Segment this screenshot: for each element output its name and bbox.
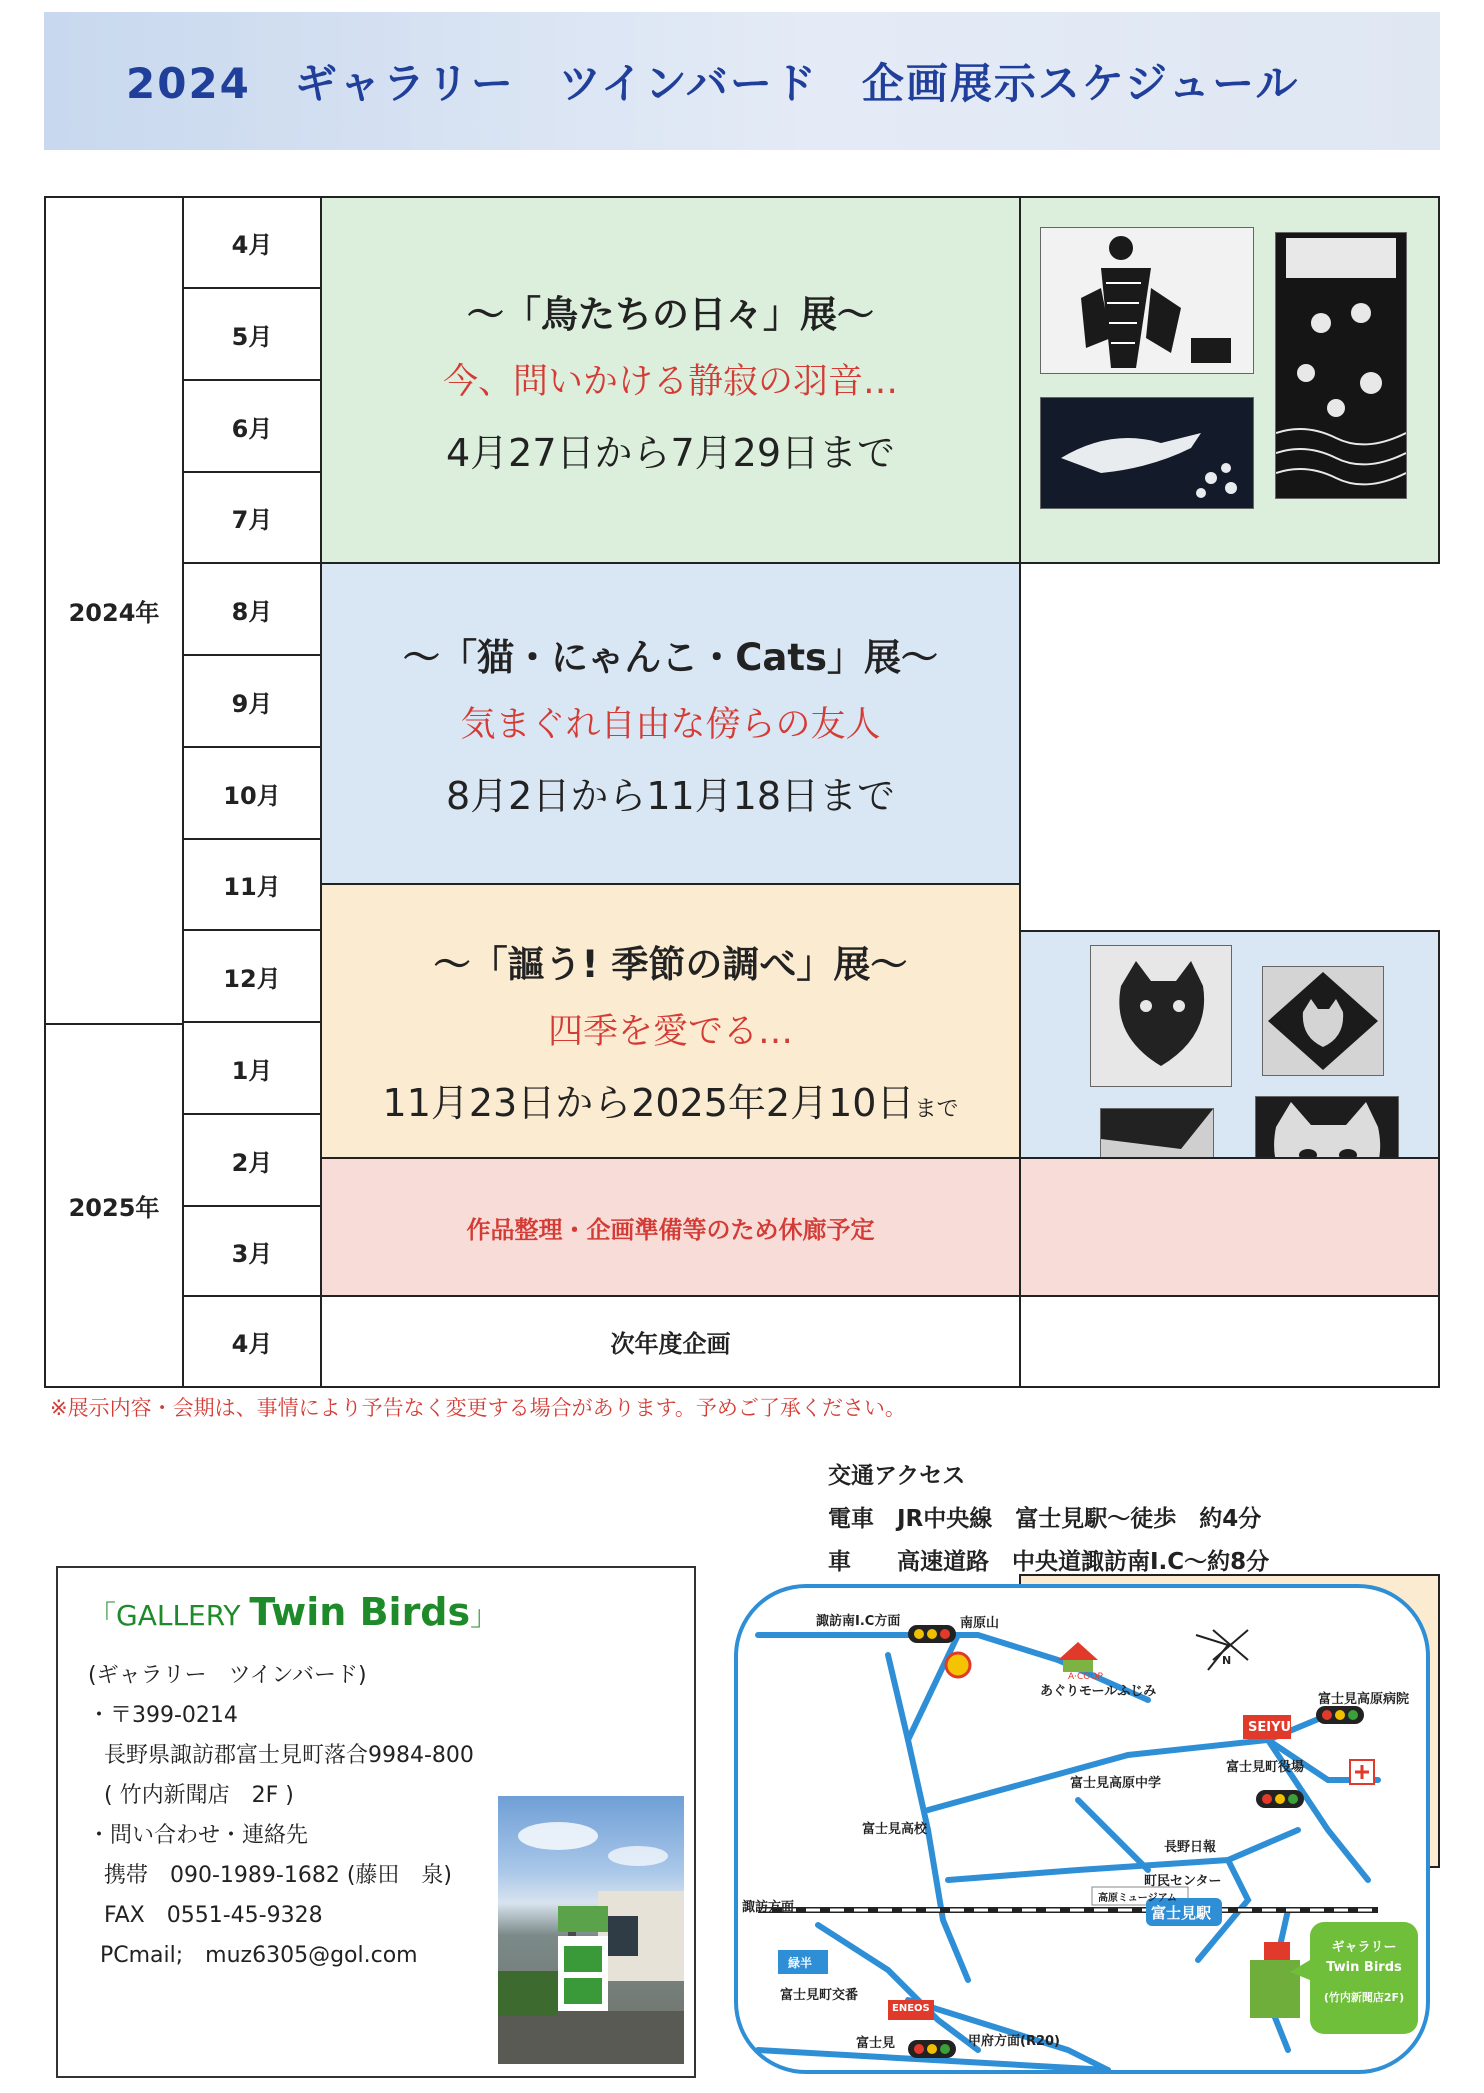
exhibition-subtitle: 四季を愛でる… [547, 1011, 793, 1052]
shell-station-icon [946, 1653, 970, 1677]
map-label-eneos: ENEOS [892, 2003, 930, 2014]
month-cell: 4月 [182, 196, 322, 289]
month-cell: 9月 [182, 654, 322, 748]
schedule-table [44, 196, 1440, 1388]
exhibition-birds [320, 196, 1021, 564]
exhibition-title: ～「猫・にゃんこ・Cats」展～ [402, 636, 939, 679]
year-cell-2025: 2025年 [44, 1023, 184, 1388]
access-train: 電車 JR中央線 富士見駅～徒歩 約4分 [828, 1506, 1262, 1532]
exhibition-dates: 4月27日から7月29日まで [445, 430, 896, 475]
map-label-koban: 富士見町交番 [780, 1988, 859, 2003]
next-year-artwork-cell [1019, 1295, 1440, 1388]
map-label-museum: 高原ミュージアム [1098, 1893, 1177, 1904]
building: ( 竹内新聞店 2F ) [104, 1783, 294, 1808]
map-label-ryokuhan: 緑半 [788, 1956, 813, 1970]
bird-woodcut-1 [1041, 228, 1253, 373]
traffic-light-icon [1256, 1790, 1304, 1808]
map-label-civic-center: 町民センター [1144, 1874, 1222, 1889]
map-label-suwa-ic: 諏訪南I.C方面 [816, 1614, 901, 1629]
access-map [728, 1580, 1436, 2080]
exhibition-subtitle: 今、問いかける静寂の羽音… [442, 361, 898, 402]
month-cell: 7月 [182, 471, 322, 564]
bird-woodcut-2 [1276, 233, 1406, 498]
map-label-high-school: 富士見高校 [862, 1822, 928, 1837]
postal-code: ・〒399-0214 [88, 1703, 238, 1728]
bird-woodcut-3 [1041, 398, 1253, 508]
map-label-seiyu: SEIYU [1248, 1720, 1292, 1735]
gallery-kana: (ギャラリー ツインバード) [88, 1663, 367, 1688]
map-label-station: 富士見駅 [1151, 1904, 1212, 1922]
email: PCmail; muz6305@gol.com [100, 1943, 418, 1968]
change-notice: ※展示内容・会期は、事情により予告なく変更する場合があります。予めご了承ください。 [50, 1396, 906, 1420]
traffic-light-icon [1316, 1706, 1364, 1724]
next-year-label: 次年度企画 [610, 1330, 731, 1358]
year-cell-2024: 2024年 [44, 196, 184, 1025]
month-cell: 5月 [182, 287, 322, 381]
exhibition-closed [320, 1157, 1021, 1297]
map-label-suwa-dir: 諏訪方面 [742, 1900, 795, 1915]
gallery-name: 「GALLERY Twin Birds」 [88, 1590, 499, 1634]
mobile-number: 携帯 090-1989-1682 (藤田 泉) [104, 1863, 453, 1888]
address: 長野県諏訪郡富士見町落合9984-800 [104, 1743, 474, 1768]
storefront-photo [498, 1796, 684, 2064]
traffic-light-icon [908, 2040, 956, 2058]
map-label-town-office: 富士見町役場 [1226, 1760, 1305, 1775]
map-label-hospital: 富士見高原病院 [1318, 1692, 1410, 1707]
month-cell: 10月 [182, 746, 322, 840]
fax-number: FAX 0551-45-9328 [104, 1903, 323, 1928]
cat-woodcut-1 [1091, 946, 1231, 1086]
closed-artwork-cell [1019, 1157, 1440, 1297]
map-label-minamihara: 南原山 [960, 1616, 1000, 1631]
map-label-aguri: あぐりモールふじみ [1040, 1684, 1157, 1699]
month-cell: 8月 [182, 562, 322, 656]
exhibition-title: ～「謳う! 季節の調べ」展～ [433, 942, 908, 986]
exhibition-dates: 11月23日から2025年2月10日まで [382, 1080, 959, 1125]
title-band [44, 12, 1440, 150]
gallery-info-box [56, 1566, 696, 2078]
map-label-middle-school: 富士見高原中学 [1070, 1776, 1162, 1791]
page-title: 2024 ギャラリー ツインバード 企画展示スケジュール [126, 59, 1300, 108]
month-cell: 1月 [182, 1021, 322, 1115]
closed-notice: 作品整理・企画準備等のため休廊予定 [466, 1215, 875, 1244]
map-label-nagano-bank: 長野日報 [1164, 1840, 1217, 1855]
map-label-fujimi: 富士見 [856, 2036, 896, 2051]
month-cell: 3月 [182, 1205, 322, 1297]
month-cell: 4月 [182, 1295, 322, 1388]
access-car: 車 高速道路 中央道諏訪南I.C～約8分 [828, 1549, 1270, 1575]
access-section [828, 1455, 1269, 1584]
exhibition-seasons [320, 883, 1021, 1177]
contact-heading: ・問い合わせ・連絡先 [88, 1823, 309, 1848]
gallery-details [88, 1656, 474, 1976]
month-cell: 12月 [182, 929, 322, 1023]
month-cell: 11月 [182, 838, 322, 931]
traffic-light-icon [908, 1625, 956, 1643]
birds-artwork-cell [1019, 196, 1440, 564]
exhibition-dates: 8月2日から11月18日まで [445, 774, 896, 818]
map-label-kofu-dir: 甲府方面(R20) [968, 2034, 1060, 2049]
exhibition-title: ～「鳥たちの日々」展～ [467, 292, 874, 336]
exhibition-subtitle: 気まぐれ自由な傍らの友人 [460, 705, 881, 745]
month-cell: 2月 [182, 1113, 322, 1207]
exhibition-cats [320, 562, 1021, 885]
map-label-north: N [1222, 1654, 1232, 1667]
gallery-callout-text: ギャラリー Twin Birds (竹内新聞店2F) [1323, 1940, 1405, 2004]
month-cell: 6月 [182, 379, 322, 473]
hospital-icon [1350, 1760, 1374, 1784]
cat-woodcut-2 [1263, 967, 1383, 1075]
access-heading: 交通アクセス [828, 1463, 966, 1489]
gallery-sign-icon [1250, 1960, 1300, 2018]
exhibition-next-year [320, 1295, 1021, 1388]
map-label-acoop: A·COOP [1068, 1672, 1103, 1682]
